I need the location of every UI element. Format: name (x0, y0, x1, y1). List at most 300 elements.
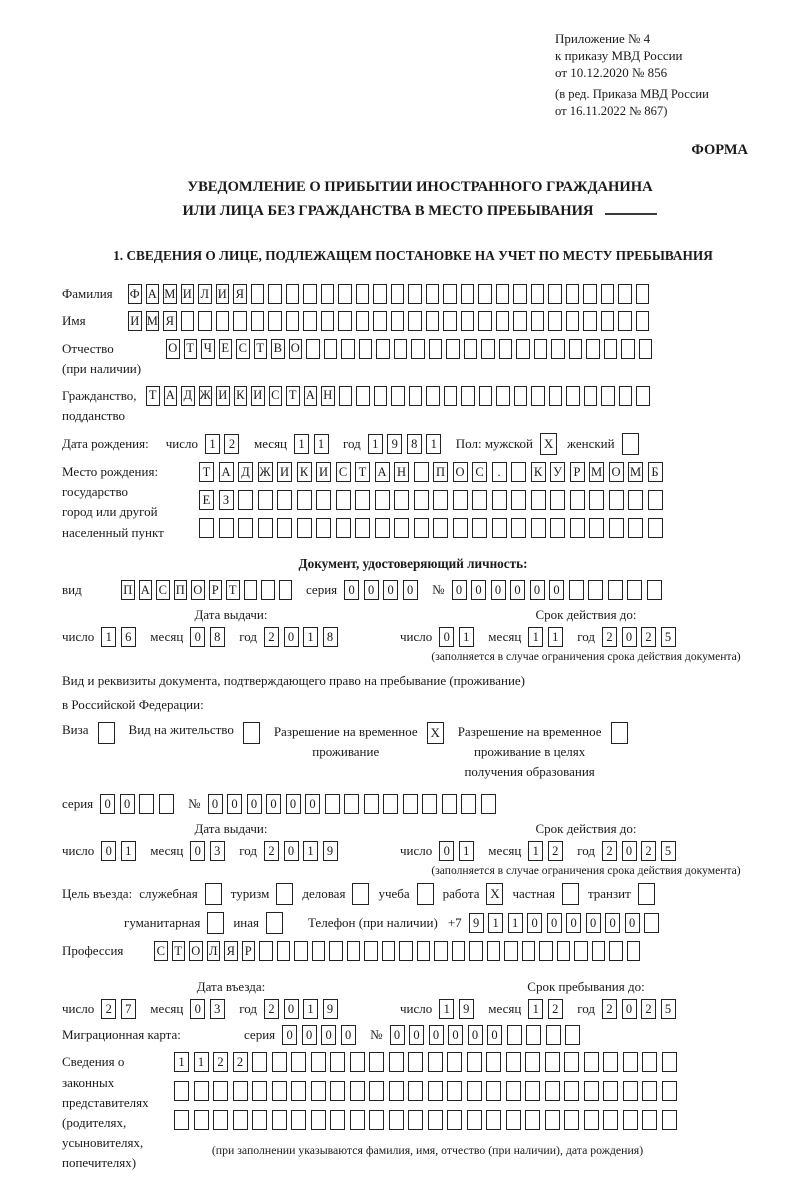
char-box[interactable] (479, 386, 493, 406)
char-box[interactable] (548, 311, 562, 331)
char-box[interactable]: 0 (321, 1025, 336, 1045)
char-box[interactable]: С (236, 339, 250, 359)
char-box[interactable] (478, 284, 492, 304)
char-box[interactable] (330, 1052, 345, 1072)
char-box[interactable] (481, 794, 496, 814)
char-box[interactable] (338, 311, 352, 331)
char-box[interactable]: А (139, 580, 153, 600)
char-box[interactable]: 0 (625, 913, 640, 933)
char-box[interactable] (609, 490, 624, 510)
option-checkbox[interactable]: X (486, 883, 503, 905)
char-box[interactable] (355, 518, 370, 538)
char-box[interactable] (627, 941, 641, 961)
char-box[interactable] (472, 490, 487, 510)
temp-residence-education-checkbox[interactable] (611, 722, 628, 744)
char-box[interactable]: Ж (258, 462, 273, 482)
char-box[interactable]: 9 (459, 999, 474, 1019)
char-box[interactable] (486, 1052, 501, 1072)
char-box[interactable] (428, 1081, 443, 1101)
char-box[interactable]: 1 (528, 841, 543, 861)
char-box[interactable]: А (146, 284, 160, 304)
char-box[interactable] (461, 284, 475, 304)
char-box[interactable] (428, 1052, 443, 1072)
char-box[interactable] (316, 518, 331, 538)
char-box[interactable]: 2 (233, 1052, 248, 1072)
char-box[interactable] (486, 1081, 501, 1101)
char-box[interactable] (233, 1110, 248, 1130)
char-box[interactable] (409, 386, 423, 406)
char-box[interactable] (545, 1052, 560, 1072)
temp-residence-checkbox[interactable]: X (427, 722, 444, 744)
char-box[interactable] (472, 518, 487, 538)
char-box[interactable]: Н (321, 386, 335, 406)
gender-male-checkbox[interactable]: X (540, 433, 557, 455)
char-box[interactable] (609, 941, 623, 961)
char-box[interactable] (504, 941, 518, 961)
char-box[interactable] (642, 1081, 657, 1101)
char-box[interactable] (259, 941, 273, 961)
char-box[interactable] (601, 386, 615, 406)
char-box[interactable] (566, 284, 580, 304)
char-box[interactable]: 0 (284, 999, 299, 1019)
char-box[interactable]: 2 (602, 999, 617, 1019)
char-box[interactable]: 0 (227, 794, 242, 814)
char-box[interactable]: А (304, 386, 318, 406)
char-box[interactable] (550, 490, 565, 510)
char-box[interactable]: 0 (383, 580, 398, 600)
char-box[interactable] (492, 518, 507, 538)
char-box[interactable]: 0 (566, 913, 581, 933)
char-box[interactable] (277, 490, 292, 510)
char-box[interactable] (618, 311, 632, 331)
char-box[interactable] (174, 1081, 189, 1101)
char-box[interactable] (364, 794, 379, 814)
char-box[interactable]: О (609, 462, 624, 482)
char-box[interactable] (569, 339, 583, 359)
char-box[interactable] (642, 1052, 657, 1072)
char-box[interactable] (297, 518, 312, 538)
char-box[interactable] (391, 311, 405, 331)
char-box[interactable]: И (316, 462, 331, 482)
char-box[interactable] (584, 386, 598, 406)
char-box[interactable] (329, 941, 343, 961)
char-box[interactable]: О (191, 580, 205, 600)
char-box[interactable]: 2 (602, 627, 617, 647)
char-box[interactable] (306, 339, 320, 359)
char-box[interactable]: 0 (305, 794, 320, 814)
char-box[interactable] (569, 580, 584, 600)
char-box[interactable] (426, 386, 440, 406)
char-box[interactable]: С (154, 941, 168, 961)
char-box[interactable]: 9 (323, 999, 338, 1019)
char-box[interactable]: 9 (469, 913, 484, 933)
char-box[interactable] (486, 1110, 501, 1130)
char-box[interactable]: Р (242, 941, 256, 961)
char-box[interactable] (194, 1081, 209, 1101)
char-box[interactable]: 0 (247, 794, 262, 814)
char-box[interactable]: М (628, 462, 643, 482)
char-box[interactable]: 2 (602, 841, 617, 861)
char-box[interactable] (426, 284, 440, 304)
char-box[interactable] (277, 941, 291, 961)
char-box[interactable]: 1 (294, 434, 309, 454)
char-box[interactable] (481, 339, 495, 359)
char-box[interactable]: Т (184, 339, 198, 359)
char-box[interactable]: 2 (264, 999, 279, 1019)
char-box[interactable] (311, 1110, 326, 1130)
char-box[interactable] (199, 518, 214, 538)
char-box[interactable]: О (453, 462, 468, 482)
char-box[interactable] (443, 311, 457, 331)
visa-checkbox[interactable] (98, 722, 115, 744)
char-box[interactable]: 0 (448, 1025, 463, 1045)
char-box[interactable] (487, 941, 501, 961)
char-box[interactable]: З (219, 490, 234, 510)
char-box[interactable]: Т (146, 386, 160, 406)
char-box[interactable] (268, 311, 282, 331)
option-checkbox[interactable] (562, 883, 579, 905)
char-box[interactable] (648, 490, 663, 510)
char-box[interactable]: 1 (194, 1052, 209, 1072)
char-box[interactable]: 1 (368, 434, 383, 454)
char-box[interactable] (219, 518, 234, 538)
char-box[interactable]: 1 (121, 841, 136, 861)
char-box[interactable]: И (251, 386, 265, 406)
char-box[interactable] (311, 1081, 326, 1101)
char-box[interactable] (279, 580, 293, 600)
char-box[interactable]: А (375, 462, 390, 482)
char-box[interactable] (492, 490, 507, 510)
char-box[interactable]: 0 (510, 580, 525, 600)
char-box[interactable] (447, 1110, 462, 1130)
char-box[interactable] (551, 339, 565, 359)
char-box[interactable] (303, 284, 317, 304)
char-box[interactable]: 5 (661, 841, 676, 861)
char-box[interactable] (277, 518, 292, 538)
char-box[interactable]: Ч (201, 339, 215, 359)
char-box[interactable] (636, 386, 650, 406)
char-box[interactable] (531, 386, 545, 406)
char-box[interactable]: 2 (101, 999, 116, 1019)
char-box[interactable] (433, 490, 448, 510)
char-box[interactable]: Т (226, 580, 240, 600)
char-box[interactable] (369, 1110, 384, 1130)
char-box[interactable] (443, 284, 457, 304)
char-box[interactable] (511, 518, 526, 538)
char-box[interactable] (339, 386, 353, 406)
char-box[interactable]: Т (355, 462, 370, 482)
char-box[interactable] (583, 284, 597, 304)
char-box[interactable]: Л (207, 941, 221, 961)
char-box[interactable]: 0 (282, 1025, 297, 1045)
char-box[interactable]: 2 (264, 627, 279, 647)
char-box[interactable] (389, 1110, 404, 1130)
char-box[interactable] (570, 490, 585, 510)
char-box[interactable] (467, 1052, 482, 1072)
char-box[interactable] (213, 1110, 228, 1130)
char-box[interactable] (603, 1052, 618, 1072)
char-box[interactable] (376, 339, 390, 359)
char-box[interactable]: Я (224, 941, 238, 961)
char-box[interactable] (461, 794, 476, 814)
char-box[interactable] (589, 518, 604, 538)
char-box[interactable] (570, 518, 585, 538)
char-box[interactable] (391, 386, 405, 406)
option-checkbox[interactable] (417, 883, 434, 905)
char-box[interactable] (238, 490, 253, 510)
char-box[interactable]: Т (172, 941, 186, 961)
char-box[interactable]: Я (163, 311, 177, 331)
char-box[interactable]: 1 (459, 841, 474, 861)
char-box[interactable] (233, 311, 247, 331)
char-box[interactable] (399, 941, 413, 961)
char-box[interactable]: П (433, 462, 448, 482)
char-box[interactable] (394, 490, 409, 510)
char-box[interactable]: 5 (661, 627, 676, 647)
char-box[interactable] (586, 339, 600, 359)
char-box[interactable] (549, 386, 563, 406)
option-checkbox[interactable] (205, 883, 222, 905)
char-box[interactable] (601, 284, 615, 304)
char-box[interactable] (336, 490, 351, 510)
char-box[interactable]: С (156, 580, 170, 600)
char-box[interactable] (662, 1081, 677, 1101)
char-box[interactable] (522, 941, 536, 961)
char-box[interactable]: 1 (426, 434, 441, 454)
char-box[interactable]: 0 (190, 841, 205, 861)
char-box[interactable] (426, 311, 440, 331)
char-box[interactable] (525, 1081, 540, 1101)
char-box[interactable]: 0 (390, 1025, 405, 1045)
char-box[interactable] (584, 1110, 599, 1130)
char-box[interactable] (303, 311, 317, 331)
char-box[interactable] (461, 311, 475, 331)
char-box[interactable] (496, 386, 510, 406)
char-box[interactable]: 2 (224, 434, 239, 454)
char-box[interactable] (604, 339, 618, 359)
char-box[interactable]: 1 (205, 434, 220, 454)
char-box[interactable] (511, 462, 526, 482)
char-box[interactable] (446, 339, 460, 359)
char-box[interactable]: 1 (303, 841, 318, 861)
char-box[interactable] (356, 386, 370, 406)
char-box[interactable]: 0 (471, 580, 486, 600)
option-checkbox[interactable] (207, 912, 224, 934)
char-box[interactable] (389, 1081, 404, 1101)
char-box[interactable]: Р (209, 580, 223, 600)
char-box[interactable] (623, 1081, 638, 1101)
char-box[interactable] (636, 284, 650, 304)
char-box[interactable] (516, 339, 530, 359)
char-box[interactable]: 1 (528, 999, 543, 1019)
char-box[interactable] (531, 284, 545, 304)
char-box[interactable] (639, 339, 653, 359)
char-box[interactable] (350, 1110, 365, 1130)
char-box[interactable] (394, 518, 409, 538)
char-box[interactable]: 0 (439, 841, 454, 861)
char-box[interactable] (251, 311, 265, 331)
char-box[interactable] (375, 518, 390, 538)
char-box[interactable]: 0 (100, 794, 115, 814)
char-box[interactable] (159, 794, 174, 814)
char-box[interactable] (603, 1110, 618, 1130)
char-box[interactable]: О (189, 941, 203, 961)
char-box[interactable] (444, 386, 458, 406)
char-box[interactable] (244, 580, 258, 600)
char-box[interactable]: 0 (208, 794, 223, 814)
char-box[interactable] (330, 1110, 345, 1130)
char-box[interactable] (356, 311, 370, 331)
char-box[interactable]: 0 (409, 1025, 424, 1045)
char-box[interactable] (513, 311, 527, 331)
char-box[interactable] (506, 1081, 521, 1101)
char-box[interactable] (647, 580, 662, 600)
char-box[interactable] (514, 386, 528, 406)
char-box[interactable] (213, 1081, 228, 1101)
char-box[interactable] (338, 284, 352, 304)
char-box[interactable]: 1 (303, 627, 318, 647)
char-box[interactable]: 0 (622, 999, 637, 1019)
char-box[interactable] (453, 490, 468, 510)
char-box[interactable] (258, 490, 273, 510)
char-box[interactable] (513, 284, 527, 304)
char-box[interactable]: П (121, 580, 135, 600)
char-box[interactable]: И (216, 284, 230, 304)
char-box[interactable] (411, 339, 425, 359)
char-box[interactable] (642, 1110, 657, 1130)
char-box[interactable]: 2 (213, 1052, 228, 1072)
char-box[interactable]: 2 (548, 999, 563, 1019)
char-box[interactable] (662, 1052, 677, 1072)
char-box[interactable]: 0 (190, 627, 205, 647)
char-box[interactable]: 0 (491, 580, 506, 600)
char-box[interactable] (258, 518, 273, 538)
char-box[interactable] (464, 339, 478, 359)
char-box[interactable]: 8 (210, 627, 225, 647)
char-box[interactable] (601, 311, 615, 331)
char-box[interactable] (564, 1110, 579, 1130)
char-box[interactable] (566, 386, 580, 406)
char-box[interactable] (382, 941, 396, 961)
char-box[interactable] (506, 1110, 521, 1130)
char-box[interactable]: У (550, 462, 565, 482)
char-box[interactable] (252, 1081, 267, 1101)
char-box[interactable]: 2 (641, 999, 656, 1019)
char-box[interactable]: И (277, 462, 292, 482)
char-box[interactable]: 0 (364, 580, 379, 600)
char-box[interactable]: 9 (387, 434, 402, 454)
char-box[interactable] (291, 1110, 306, 1130)
char-box[interactable]: . (492, 462, 507, 482)
char-box[interactable] (414, 490, 429, 510)
char-box[interactable]: К (234, 386, 248, 406)
char-box[interactable] (373, 311, 387, 331)
char-box[interactable] (344, 794, 359, 814)
char-box[interactable] (539, 941, 553, 961)
char-box[interactable] (499, 339, 513, 359)
char-box[interactable]: 0 (120, 794, 135, 814)
char-box[interactable] (408, 284, 422, 304)
char-box[interactable] (359, 339, 373, 359)
char-box[interactable]: 3 (210, 841, 225, 861)
char-box[interactable] (584, 1081, 599, 1101)
char-box[interactable]: 2 (264, 841, 279, 861)
char-box[interactable] (321, 311, 335, 331)
char-box[interactable] (216, 311, 230, 331)
char-box[interactable] (311, 1052, 326, 1072)
char-box[interactable] (628, 490, 643, 510)
char-box[interactable]: П (174, 580, 188, 600)
char-box[interactable] (194, 1110, 209, 1130)
char-box[interactable]: 0 (487, 1025, 502, 1045)
char-box[interactable]: 0 (468, 1025, 483, 1045)
char-box[interactable] (619, 386, 633, 406)
char-box[interactable] (452, 941, 466, 961)
char-box[interactable]: Ж (199, 386, 213, 406)
char-box[interactable] (609, 518, 624, 538)
char-box[interactable]: 8 (323, 627, 338, 647)
char-box[interactable] (627, 580, 642, 600)
char-box[interactable] (557, 941, 571, 961)
char-box[interactable] (422, 794, 437, 814)
char-box[interactable]: Е (199, 490, 214, 510)
option-checkbox[interactable] (266, 912, 283, 934)
char-box[interactable] (408, 1110, 423, 1130)
char-box[interactable]: К (531, 462, 546, 482)
char-box[interactable] (198, 311, 212, 331)
char-box[interactable] (341, 339, 355, 359)
char-box[interactable] (350, 1052, 365, 1072)
char-box[interactable] (546, 1025, 561, 1045)
char-box[interactable] (403, 794, 418, 814)
char-box[interactable] (373, 284, 387, 304)
char-box[interactable] (589, 490, 604, 510)
char-box[interactable]: 0 (549, 580, 564, 600)
char-box[interactable]: 7 (121, 999, 136, 1019)
char-box[interactable]: Т (286, 386, 300, 406)
char-box[interactable] (355, 490, 370, 510)
char-box[interactable]: О (166, 339, 180, 359)
char-box[interactable]: Р (570, 462, 585, 482)
char-box[interactable] (272, 1110, 287, 1130)
char-box[interactable]: 8 (407, 434, 422, 454)
char-box[interactable]: 0 (344, 580, 359, 600)
char-box[interactable]: Л (198, 284, 212, 304)
char-box[interactable] (648, 518, 663, 538)
char-box[interactable] (321, 284, 335, 304)
char-box[interactable]: И (216, 386, 230, 406)
char-box[interactable] (608, 580, 623, 600)
char-box[interactable] (291, 1052, 306, 1072)
char-box[interactable] (584, 1052, 599, 1072)
char-box[interactable]: 0 (266, 794, 281, 814)
char-box[interactable] (272, 1052, 287, 1072)
char-box[interactable] (312, 941, 326, 961)
char-box[interactable]: 0 (527, 913, 542, 933)
option-checkbox[interactable] (352, 883, 369, 905)
char-box[interactable] (621, 339, 635, 359)
char-box[interactable]: С (336, 462, 351, 482)
char-box[interactable] (442, 794, 457, 814)
char-box[interactable] (316, 490, 331, 510)
char-box[interactable] (574, 941, 588, 961)
char-box[interactable] (375, 490, 390, 510)
char-box[interactable] (534, 339, 548, 359)
char-box[interactable] (369, 1081, 384, 1101)
char-box[interactable]: 0 (452, 580, 467, 600)
residence-permit-checkbox[interactable] (243, 722, 260, 744)
option-checkbox[interactable] (638, 883, 655, 905)
